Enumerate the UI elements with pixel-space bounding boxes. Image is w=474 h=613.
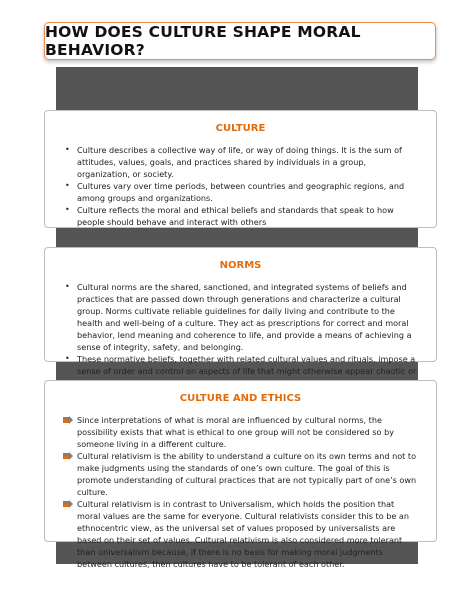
culture-list <box>63 144 418 228</box>
list-item: • Culture describes a collective way of life, or way of doing things. It is the sum of attitudes, values, goals, and practices shared by individuals in a group, organization, or society. <box>65 145 402 179</box>
culture-heading: CULTURE <box>215 123 266 134</box>
bullet-dot-icon: • <box>65 181 70 190</box>
bullet-dot-icon: • <box>65 282 70 291</box>
culture-and-ethics-section <box>44 380 437 569</box>
list-item: • Cultures vary over time periods, between countries and geographic regions, and among groups and organizations. <box>65 181 405 203</box>
list-item: Cultural relativism is the ability to understand a culture on its own terms and not to make judgments using the standards of one’s own culture. The goal of this is promote understanding of cultural practices that are not typically part of one’s own culture. <box>63 450 418 498</box>
list-item: Since interpretations of what is moral are influenced by cultural norms, the possibility exists that what is ethical to one group will not be considered so by someone living in a different culture. <box>63 414 418 450</box>
norms-list <box>63 281 418 389</box>
norms-section <box>44 247 437 376</box>
arrow-bullet-icon <box>63 416 73 424</box>
page-title: HOW DOES CULTURE SHAPE MORAL BEHAVIOR? <box>45 23 361 59</box>
culture-section <box>44 110 437 228</box>
title-banner <box>44 22 436 60</box>
bullet-dot-icon: • <box>65 354 70 363</box>
arrow-bullet-icon <box>63 452 73 460</box>
list-item: • Cultural norms are the shared, sanctioned, and integrated systems of beliefs and practices that are passed down through generations and characterize a cultural group. Norms cultivate reliable guidelines for daily living and contribute to the health and well-being of a culture. They act as prescriptions for correct and moral behavior, lend meaning and coherence to life, and provide a means of achieving a sense of integrity, safety, and belonging. <box>65 282 412 352</box>
norms-heading: NORMS <box>219 260 262 271</box>
arrow-bullet-icon <box>63 500 73 508</box>
bullet-dot-icon: • <box>65 205 70 214</box>
culture-and-ethics-heading: CULTURE AND ETHICS <box>179 393 302 404</box>
list-item: • These normative beliefs, together with related cultural values and rituals, impose a sense of order and control on aspects of life that might otherwise appear chaotic or <box>65 354 417 376</box>
list-item: Cultural relativism is in contrast to Universalism, which holds the position that moral values are the same for everyone. Cultural relativists consider this to be an ethnocentric view, as the universal set of values proposed by universalists are based on their set of values. Cultural relativism is also considered more tolerant than universalism because, if there is no basis for making moral judgments between cultures, then cultures have to be tolerant of each other. <box>63 498 418 570</box>
culture-and-ethics-list <box>63 414 418 570</box>
bullet-dot-icon: • <box>65 145 70 154</box>
list-item: • Culture reflects the moral and ethical beliefs and standards that speak to how people should behave and interact with others <box>65 205 394 227</box>
